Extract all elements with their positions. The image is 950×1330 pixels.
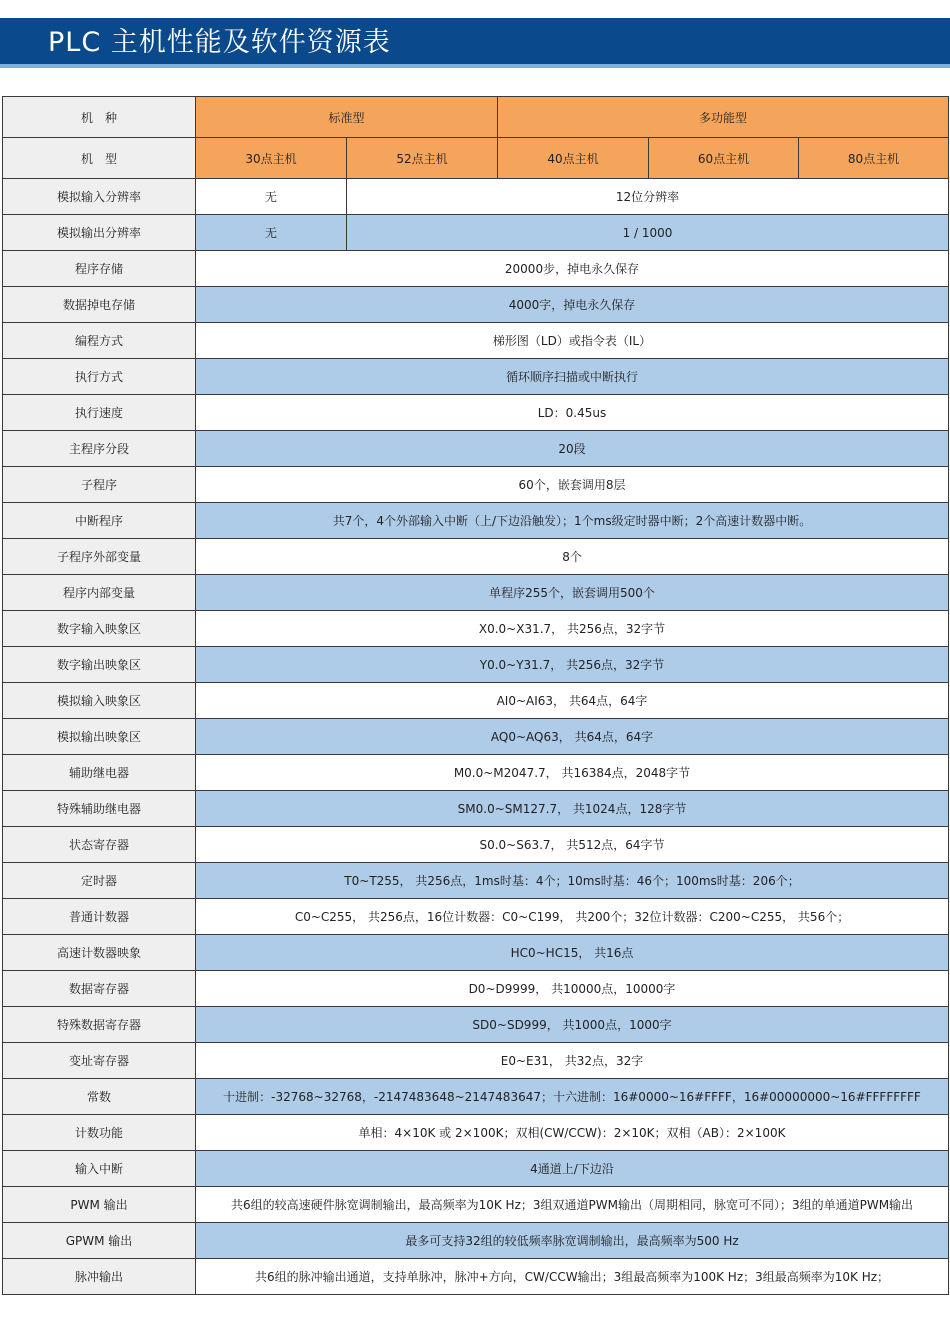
table-row (3, 323, 949, 359)
row-label: 程序内部变量 (3, 575, 196, 611)
row-label: 模拟输出映象区 (3, 719, 196, 755)
row-value: SD0~SD999， 共1000点，1000字 (196, 1007, 949, 1043)
row-value-other: 12位分辨率 (347, 179, 949, 215)
table-row (3, 1259, 949, 1295)
row-value: AI0~AI63， 共64点，64字 (196, 683, 949, 719)
row-value: 60个，嵌套调用8层 (196, 467, 949, 503)
row-value: 单程序255个，嵌套调用500个 (196, 575, 949, 611)
row-label: 高速计数器映象 (3, 935, 196, 971)
row-label: 数据掉电存储 (3, 287, 196, 323)
row-value: Y0.0~Y31.7， 共256点，32字节 (196, 647, 949, 683)
model-header: 60点主机 (649, 138, 799, 179)
row-value: E0~E31， 共32点，32字 (196, 1043, 949, 1079)
row-label: 状态寄存器 (3, 827, 196, 863)
row-label: 变址寄存器 (3, 1043, 196, 1079)
table-row (3, 611, 949, 647)
row-value: X0.0~X31.7， 共256点，32字节 (196, 611, 949, 647)
model-header: 40点主机 (498, 138, 649, 179)
table-row (3, 1151, 949, 1187)
multi-function-type-header: 多功能型 (498, 97, 949, 138)
table-row-machine-type (3, 97, 949, 138)
table-row (3, 683, 949, 719)
row-value-standard: 无 (196, 179, 347, 215)
table-row (3, 647, 949, 683)
table-row (3, 215, 949, 251)
table-row (3, 503, 949, 539)
row-value: 梯形图（LD）或指令表（IL） (196, 323, 949, 359)
table-row (3, 287, 949, 323)
row-label: 脉冲输出 (3, 1259, 196, 1295)
row-label: 特殊数据寄存器 (3, 1007, 196, 1043)
table-row (3, 935, 949, 971)
row-value: LD：0.45us (196, 395, 949, 431)
model-header: 80点主机 (799, 138, 949, 179)
row-label: 中断程序 (3, 503, 196, 539)
row-value: HC0~HC15， 共16点 (196, 935, 949, 971)
table-row (3, 179, 949, 215)
row-value: S0.0~S63.7， 共512点，64字节 (196, 827, 949, 863)
table-row (3, 251, 949, 287)
row-label: 数字输出映象区 (3, 647, 196, 683)
row-value: 循环顺序扫描或中断执行 (196, 359, 949, 395)
row-value: AQ0~AQ63， 共64点，64字 (196, 719, 949, 755)
row-label: 程序存储 (3, 251, 196, 287)
row-label: 模拟输入分辨率 (3, 179, 196, 215)
row-label: 子程序 (3, 467, 196, 503)
row-value: M0.0~M2047.7， 共16384点，2048字节 (196, 755, 949, 791)
row-value: 单相：4×10K 或 2×100K；双相(CW/CCW)：2×10K；双相（AB）：2×100K (196, 1115, 949, 1151)
spec-table (2, 96, 949, 1295)
table-row (3, 1079, 949, 1115)
table-row (3, 539, 949, 575)
table-row (3, 719, 949, 755)
row-label: 辅助继电器 (3, 755, 196, 791)
table-row (3, 1043, 949, 1079)
row-label: 子程序外部变量 (3, 539, 196, 575)
model-header: 30点主机 (196, 138, 347, 179)
table-row (3, 827, 949, 863)
table-row (3, 467, 949, 503)
table-row (3, 863, 949, 899)
row-value: 8个 (196, 539, 949, 575)
row-value: 最多可支持32组的较低频率脉宽调制输出，最高频率为500 Hz (196, 1223, 949, 1259)
row-label: 主程序分段 (3, 431, 196, 467)
row-label: 常数 (3, 1079, 196, 1115)
row-value: D0~D9999， 共10000点，10000字 (196, 971, 949, 1007)
row-value: 共6组的较高速硬件脉宽调制输出，最高频率为10K Hz；3组双通道PWM输出（周期相同，脉宽可不同）；3组的单通道PWM输出 (196, 1187, 949, 1223)
row-value: SM0.0~SM127.7， 共1024点，128字节 (196, 791, 949, 827)
row-value: 20000步，掉电永久保存 (196, 251, 949, 287)
table-row (3, 755, 949, 791)
table-row (3, 899, 949, 935)
row-label: 数字输入映象区 (3, 611, 196, 647)
row-value: T0~T255， 共256点，1ms时基：4个；10ms时基：46个；100ms时基：206个； (196, 863, 949, 899)
row-label: 普通计数器 (3, 899, 196, 935)
row-value: 十进制：-32768~32768，-2147483648~2147483647；十六进制：16#0000~16#FFFF，16#00000000~16#FFFFFFFF (196, 1079, 949, 1115)
row-label: PWM 输出 (3, 1187, 196, 1223)
row-value-other: 1 / 1000 (347, 215, 949, 251)
page-title: PLC 主机性能及软件资源表 (48, 27, 391, 58)
row-label: GPWM 输出 (3, 1223, 196, 1259)
row-value: C0~C255， 共256点，16位计数器：C0~C199， 共200个；32位计数器：C200~C255， 共56个； (196, 899, 949, 935)
table-row (3, 1223, 949, 1259)
table-row (3, 1007, 949, 1043)
row-label: 执行速度 (3, 395, 196, 431)
header-banner (0, 18, 950, 68)
row-label: 数据寄存器 (3, 971, 196, 1007)
table-row (3, 791, 949, 827)
row-label: 计数功能 (3, 1115, 196, 1151)
model-label: 机 型 (3, 138, 196, 179)
standard-type-header: 标准型 (196, 97, 498, 138)
machine-type-label: 机 种 (3, 97, 196, 138)
table-row (3, 431, 949, 467)
table-row (3, 1115, 949, 1151)
table-row (3, 395, 949, 431)
table-row (3, 575, 949, 611)
row-value: 20段 (196, 431, 949, 467)
row-value: 共6组的脉冲输出通道，支持单脉冲，脉冲+方向，CW/CCW输出；3组最高频率为100K Hz；3组最高频率为10K Hz； (196, 1259, 949, 1295)
row-value: 共7个，4个外部输入中断（上/下边沿触发）；1个ms级定时器中断；2个高速计数器中断。 (196, 503, 949, 539)
row-label: 输入中断 (3, 1151, 196, 1187)
row-label: 编程方式 (3, 323, 196, 359)
model-header: 52点主机 (347, 138, 498, 179)
table-row (3, 971, 949, 1007)
table-row (3, 359, 949, 395)
row-value: 4通道上/下边沿 (196, 1151, 949, 1187)
row-value-standard: 无 (196, 215, 347, 251)
row-label: 特殊辅助继电器 (3, 791, 196, 827)
row-label: 执行方式 (3, 359, 196, 395)
table-row (3, 1187, 949, 1223)
row-label: 模拟输入映象区 (3, 683, 196, 719)
row-label: 定时器 (3, 863, 196, 899)
row-value: 4000字，掉电永久保存 (196, 287, 949, 323)
row-label: 模拟输出分辨率 (3, 215, 196, 251)
table-row-model (3, 138, 949, 179)
